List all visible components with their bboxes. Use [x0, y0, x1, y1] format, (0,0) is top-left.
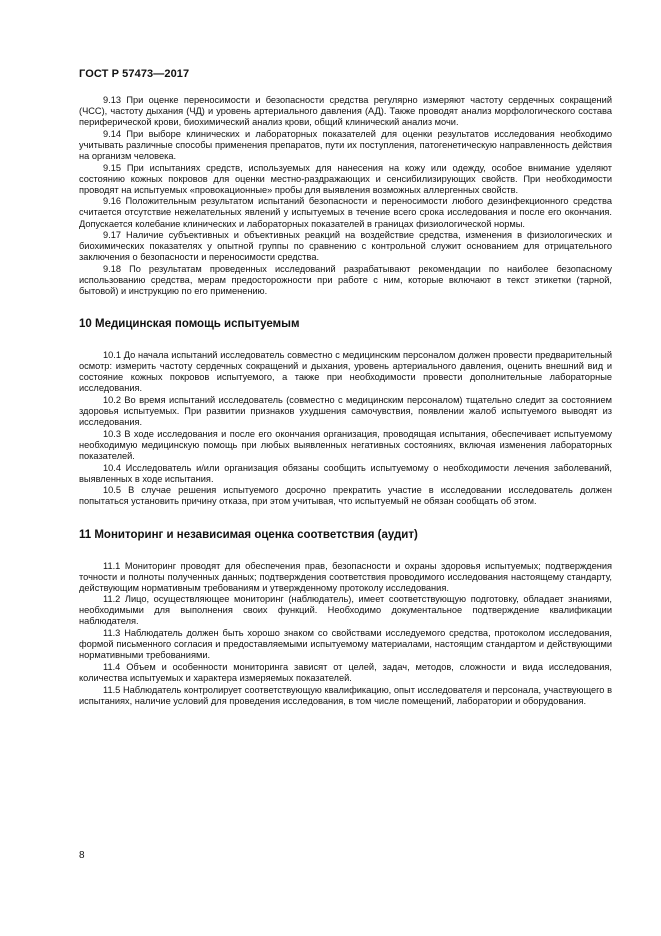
paragraph-10-2: 10.2 Во время испытаний исследователь (совместно с медицинским персоналом) тщательно следит за состоянием здоровья испытуемых. При развитии признаков ухудшения самочувствия, появлении жалоб испытуемого выводят из исследования. — [79, 395, 612, 428]
paragraph-9-15: 9.15 При испытаниях средств, используемых для нанесения на кожу или одежду, особое внимание уделяют состоянию кожных покровов для оценки местно-раздражающих и сенсибилизирующих свойств. При необходимости проводят на испытуемых «провокационные» пробы для выявления возможных аллергенных свойств. — [79, 162, 612, 195]
document-body — [79, 95, 612, 707]
paragraph-9-16: 9.16 Положительным результатом испытаний безопасности и переносимости любого дезинфекционного средства считается отсутствие нежелательных явлений у испытуемых в течение всего срока исследования и после его окончания. Допускается колебание клинических и лабораторных показателей в границах физиологической нормы. — [79, 196, 612, 229]
paragraph-11-4: 11.4 Объем и особенности мониторинга зависят от целей, задач, методов, сложности и вида исследования, количества испытуемых и характера измеряемых показателей. — [79, 661, 612, 683]
paragraph-10-3: 10.3 В ходе исследования и после его окончания организация, проводящая испытания, обеспечивает испытуемому необходимую медицинскую помощь при любых выявленных негативных состояниях, включая изменения лабораторных показателей. — [79, 428, 612, 462]
document-header: ГОСТ Р 57473—2017 — [79, 68, 190, 80]
paragraph-11-2: 11.2 Лицо, осуществляющее мониторинг (наблюдатель), имеет соответствующую подготовку, обладает знаниями, необходимыми для выполнения своих функций. Необходимо документальное подтверждение квалификации наблюдателя. — [79, 594, 612, 627]
page-number: 8 — [79, 850, 85, 861]
section-10-title: 10 Медицинская помощь испытуемым — [79, 318, 300, 331]
paragraph-9-18: 9.18 По результатам проведенных исследований разрабатывают рекомендации по наиболее безопасному использованию средства, мерам предосторожности при работе с ним, которые включают в текст этикетки (тарной, бытовой) и инструкцию по его применению. — [79, 263, 612, 297]
paragraph-10-5: 10.5 В случае решения испытуемого досрочно прекратить участие в исследовании исследователь должен попытаться установить причину отказа, при этом учитывая, что испытуемый не обязан сообщать об этом. — [79, 485, 612, 507]
paragraph-11-5: 11.5 Наблюдатель контролирует соответствующую квалификацию, опыт исследователя и персонала, участвующего в испытаниях, наличие условий для проведения исследования, в том числе помещений, лаборатории и оборудования. — [79, 684, 612, 706]
paragraph-10-4: 10.4 Исследователь и/или организация обязаны сообщить испытуемому о необходимости лечения заболеваний, выявленных в ходе испытания. — [79, 462, 612, 484]
paragraph-11-3: 11.3 Наблюдатель должен быть хорошо знаком со свойствами исследуемого средства, протоколом исследования, формой письменного согласия и предоставляемыми испытуемому материалами, настоящим стандартом и действующими нормативными требованиями. — [79, 628, 612, 661]
paragraph-9-14: 9.14 При выборе клинических и лабораторных показателей для оценки результатов исследования необходимо учитывать различные способы применения препаратов, пути их поступления, патогенетическую направленность действия на организм человека. — [79, 128, 612, 161]
paragraph-9-13: 9.13 При оценке переносимости и безопасности средства регулярно измеряют частоту сердечных сокращений (ЧСС), частоту дыхания (ЧД) и уровень артериального давления (АД). Также проводят анализ морфологического состава периферической крови, биохимический анализ крови, общий клинический анализ мочи. — [79, 95, 612, 128]
paragraph-10-1: 10.1 До начала испытаний исследователь совместно с медицинским персоналом должен провести предварительный осмотр: измерить частоту сердечных сокращений и дыхания, уровень артериального давления, оценить внешний вид и состояние кожных покровов испытуемого, а также при необходимости провести дополнительные лабораторные исследования. — [79, 350, 612, 394]
section-11-title: 11 Мониторинг и независимая оценка соответствия (аудит) — [79, 528, 418, 541]
paragraph-9-17: 9.17 Наличие субъективных и объективных реакций на воздействие средства, изменения в физиологических и биохимических показателях у опытной группы по сравнению с контрольной служит основанием для отрицательного заключения о безопасности и переносимости средства. — [79, 230, 612, 263]
paragraph-11-1: 11.1 Мониторинг проводят для обеспечения прав, безопасности и охраны здоровья испытуемых; подтверждения точности и полноты полученных данных; подтверждения соответствия проводимого исследования настоящему стандарту, действующим нормативным требованиям и утвержденному протоколу исследования. — [79, 560, 612, 593]
